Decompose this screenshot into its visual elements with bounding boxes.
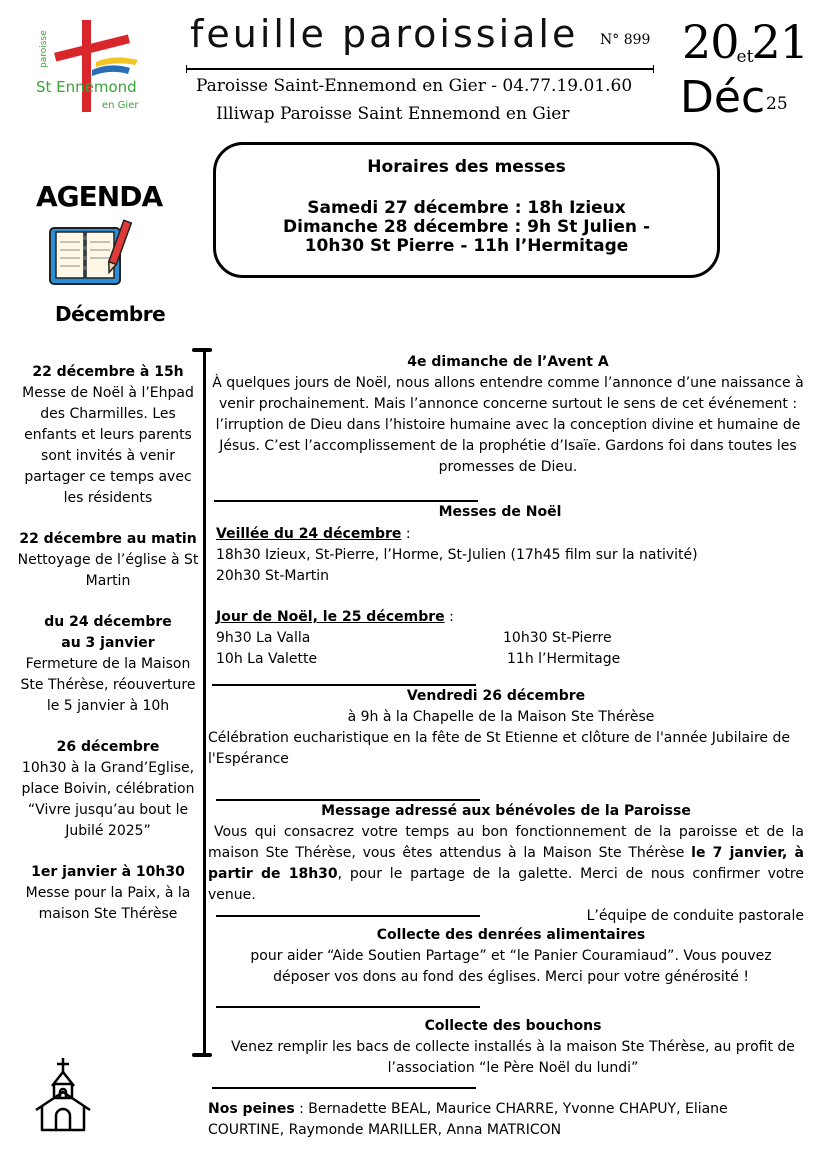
agenda-title: AGENDA (36, 180, 163, 213)
christmas-eve-line: 18h30 Izieux, St-Pierre, l’Horme, St-Julien (17h45 film sur la nativité) (216, 547, 698, 563)
agenda-item-text: Messe pour la Paix, à la maison Ste Thérèse (25, 885, 191, 922)
agenda-item-date: 22 décembre au matin (19, 531, 197, 547)
section-title: Collecte des bouchons (424, 1018, 602, 1034)
section-title: Collecte des denrées alimentaires (376, 927, 646, 943)
date-month: Déc (680, 72, 766, 123)
section-text: Venez remplir les bacs de collecte installés à la maison Ste Thérèse, au profit de l’association “le Père Noël du lundi” (231, 1039, 795, 1076)
date-day1: 20 (682, 15, 739, 69)
christmas-day-mass: 9h30 La Valla (216, 630, 311, 646)
mass-line: Dimanche 28 décembre : 9h St Julien - (283, 217, 650, 237)
notebook-pencil-icon (46, 218, 138, 290)
section-text: à 9h à la Chapelle de la Maison Ste Thérèse (347, 709, 655, 725)
section-text: Vous qui consacrez votre temps au bon fonctionnement de la paroisse et de la maison Ste Thérèse, vous êtes attendus à la Maison Ste Thérèse (208, 824, 804, 861)
section-divider (216, 915, 480, 917)
date-et: et (736, 47, 754, 67)
contact-phone-line: Paroisse Saint-Ennemond en Gier - 04.77.19.01.60 (196, 76, 633, 96)
section-title: Vendredi 26 décembre (406, 688, 586, 704)
logo-blue-wave (92, 65, 130, 76)
label-separator: : (294, 1101, 309, 1117)
christmas-day-mass: 11h l’Hermitage (507, 651, 621, 667)
agenda-list (16, 362, 200, 945)
agenda-item-date: 22 décembre à 15h (32, 364, 184, 380)
mass-line: Samedi 27 décembre : 18h Izieux (307, 198, 626, 218)
christmas-day-mass: 10h30 St-Pierre (503, 630, 612, 646)
section-divider (216, 1006, 480, 1008)
title-rule (186, 68, 654, 70)
caps-collection-section (212, 1016, 814, 1079)
date-day2: 21 (751, 15, 808, 69)
agenda-item (16, 612, 200, 717)
section-title: Message adressé aux bénévoles de la Paroisse (321, 803, 691, 819)
agenda-item-text: Nettoyage de l’église à St Martin (17, 552, 199, 589)
agenda-item (16, 862, 200, 925)
parish-logo (30, 18, 148, 118)
agenda-item-text: Fermeture de la Maison Ste Thérèse, réouverture le 5 janvier à 10h (20, 656, 196, 714)
section-text-bold: le 7 janvier, à partir de 18h30 (208, 845, 805, 882)
agenda-item-date: 26 décembre (56, 739, 160, 755)
logo-text-name: St Ennemond (36, 78, 137, 96)
christmas-day-mass: 10h La Valette (216, 651, 318, 667)
agenda-item-date: 1er janvier à 10h30 (31, 864, 185, 880)
agenda-item-text: 10h30 à la Grand’Eglise, place Boivin, célébration “Vivre jusqu’au bout le Jubilé 2025” (21, 760, 195, 839)
agenda-item (16, 529, 200, 592)
friday-section (208, 686, 804, 770)
agenda-item (16, 362, 200, 509)
mass-times-title: Horaires des messes (367, 157, 566, 177)
section-title: Messes de Noël (438, 504, 562, 520)
timeline-bar-cap (192, 1053, 212, 1057)
date-year: 25 (766, 94, 788, 114)
contact-illiwap-line: Illiwap Paroisse Saint Ennemond en Gier (216, 104, 570, 124)
agenda-month: Décembre (55, 302, 166, 326)
section-title: 4e dimanche de l’Avent A (407, 354, 609, 370)
timeline-bar-cap (192, 348, 212, 352)
label-separator: : (401, 526, 411, 542)
mass-line: 10h30 St Pierre - 11h l’Hermitage (304, 236, 629, 256)
agenda-item (16, 737, 200, 842)
section-text: À quelques jours de Noël, nous allons entendre comme l’annonce d’une naissance à venir prochainement. Mais l’annonce concerne surtout le sens de cet événement : l’irruption de Dieu dans l’histoire humaine avec la conception divine et humaine de Jésus. C’est l’accomplissement de la prophétie d’Isaïe. Gardons foi dans toutes les promesses de Dieu. (212, 375, 804, 475)
signature: L’équipe de conduite pastorale (586, 908, 804, 924)
sorrows-section (208, 1099, 808, 1141)
christmas-eve-label: Veillée du 24 décembre (216, 526, 402, 542)
mass-times-box (213, 142, 720, 278)
logo-text-paroisse: paroisse (39, 30, 49, 68)
christmas-day-label: Jour de Noël, le 25 décembre (216, 609, 445, 625)
page-title: feuille paroissiale (190, 12, 579, 56)
church-icon (34, 1056, 92, 1132)
christmas-eve-line: 20h30 St-Martin (216, 568, 330, 584)
advent-section (212, 352, 804, 478)
label-separator: : (444, 609, 454, 625)
section-divider (212, 1087, 476, 1089)
logo-text-gier: en Gier (102, 100, 139, 111)
christmas-masses-section (216, 502, 804, 670)
food-collection-section (212, 925, 810, 988)
issue-number: N° 899 (600, 32, 651, 48)
section-text: Célébration eucharistique en la fête de St Etienne et clôture de l'année Jubilaire de l'Espérance (208, 730, 790, 767)
sorrows-names: Bernadette BEAL, Maurice CHARRE, Yvonne CHAPUY, Eliane COURTINE, Raymonde MARILLER, Anna MATRICON (208, 1101, 728, 1138)
volunteers-section (208, 801, 804, 927)
agenda-item-date: du 24 décembre au 3 janvier (44, 614, 172, 651)
sorrows-label: Nos peines (208, 1101, 295, 1117)
logo-cross-vertical (82, 20, 91, 112)
section-text: , pour le partage de la galette. Merci de nous confirmer votre venue. (208, 866, 804, 903)
section-text: pour aider “Aide Soutien Partage” et “le Panier Couramiaud”. Vous pouvez déposer vos dons au fond des églises. Merci pour votre générosité ! (250, 948, 772, 985)
agenda-item-text: Messe de Noël à l’Ehpad des Charmilles. Les enfants et leurs parents sont invités à venir partager ce temps avec les résidents (22, 385, 194, 506)
